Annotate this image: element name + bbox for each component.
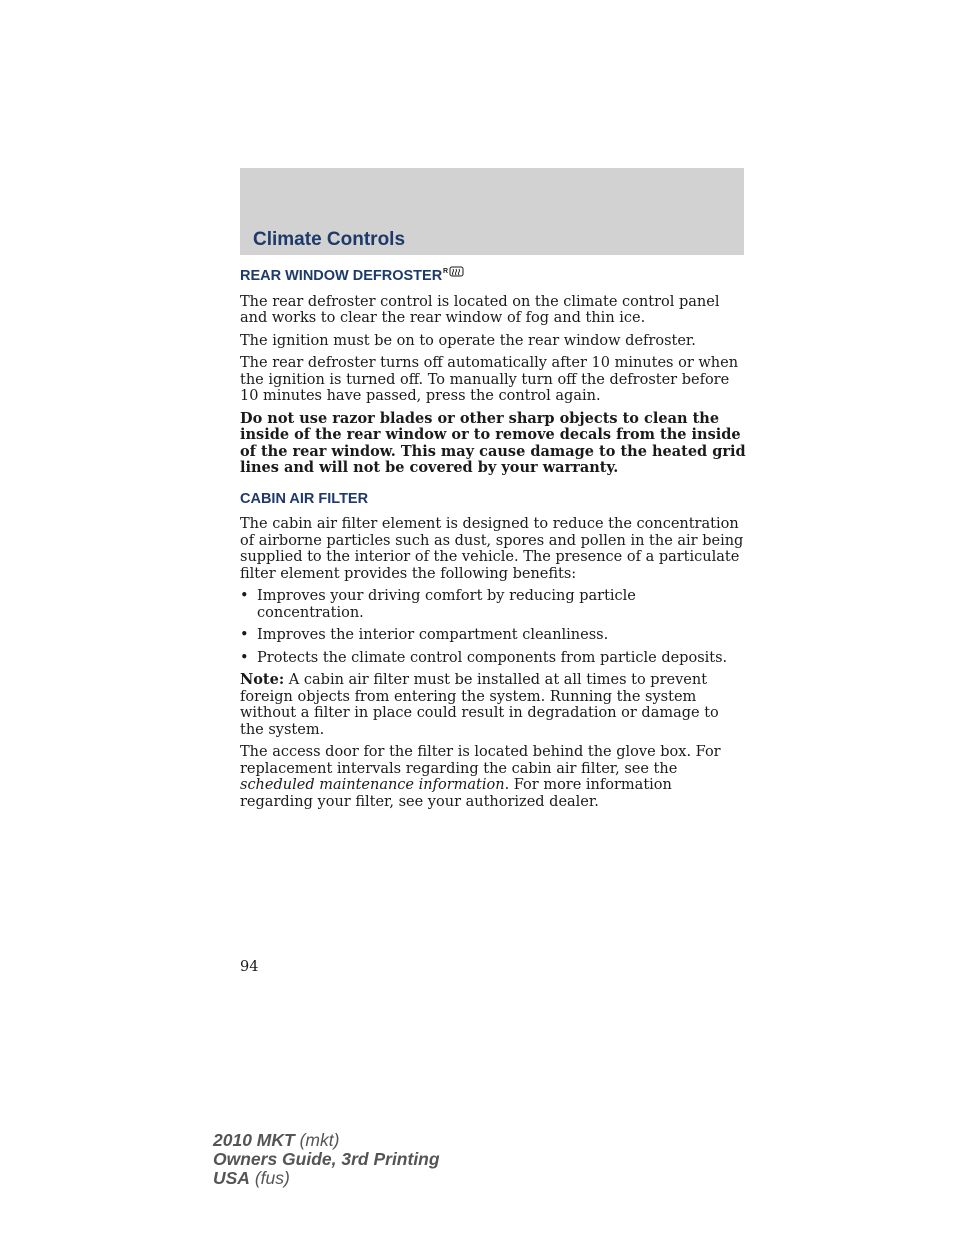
bullet-icon: •: [240, 588, 249, 604]
cabin-filter-intro: The cabin air filter element is designed to reduce the concentration of airborne particles such as dust, spores and pollen in the air being supplied to the interior of the vehicle. The presence of a particulate filter element provides the following benefits:: [240, 516, 744, 582]
access-text-2: . For more information regarding your filter, see your authorized dealer.: [240, 777, 672, 810]
bullet-icon: •: [240, 627, 249, 643]
footer-line-region: [213, 1169, 440, 1188]
section-title: Climate Controls: [253, 229, 406, 250]
heading-text: CABIN AIR FILTER: [240, 490, 369, 507]
list-item-text: Improves the interior compartment cleanliness.: [257, 627, 609, 643]
footer-region-code: (fus): [249, 1168, 290, 1188]
list-item: [240, 588, 746, 621]
list-item-text: Protects the climate control components from particle deposits.: [257, 649, 728, 666]
access-text-1: The access door for the filter is located behind the glove box. For replacement intervals regarding the cabin air filter, see the: [240, 744, 721, 777]
footer-region: USA: [213, 1168, 250, 1188]
rear-defrost-icon: [443, 265, 465, 281]
list-item: [240, 627, 746, 644]
cabin-filter-note: [240, 672, 746, 738]
note-text: A cabin air filter must be installed at all times to prevent foreign objects from entering the system. Running the system without a filter in place could result in degradation or damage to the system.: [240, 672, 719, 738]
footer-model: 2010 MKT: [213, 1130, 295, 1150]
cabin-filter-access: [240, 744, 746, 810]
footer-guide: Owners Guide, 3rd Printing: [213, 1149, 440, 1169]
section-header-band: [240, 168, 744, 255]
page-number: 94: [240, 959, 259, 975]
defroster-warning: Do not use razor blades or other sharp objects to clean the inside of the rear window or to remove decals from the inside of the rear window. This may cause damage to the heated grid lines and will not be covered by your warranty.: [240, 409, 746, 476]
heading-text: REAR WINDOW DEFROSTER: [240, 268, 443, 284]
list-item-text: Improves your driving comfort by reducing particle concentration.: [257, 588, 636, 621]
page-content: [240, 268, 746, 816]
rear-window-defroster-heading: [240, 268, 746, 285]
bullet-icon: •: [240, 649, 249, 666]
scheduled-maintenance-reference: scheduled maintenance information: [240, 777, 505, 793]
document-footer: [213, 1131, 440, 1188]
list-item: [240, 650, 746, 667]
rear-defrost-icon-letter: R: [443, 268, 449, 275]
defroster-paragraph-2: The ignition must be on to operate the rear window defroster.: [240, 332, 696, 349]
footer-model-code: (mkt): [294, 1130, 340, 1150]
defroster-paragraph-3: The rear defroster turns off automatically after 10 minutes or when the ignition is turned off. To manually turn off the defroster before 10 minutes have passed, press the control again.: [240, 355, 739, 404]
note-label: Note:: [240, 671, 285, 688]
defroster-paragraph-1: The rear defroster control is located on the climate control panel and works to clear the rear window of fog and thin ice.: [240, 293, 720, 326]
footer-line-model: [213, 1131, 440, 1150]
cabin-air-filter-heading: [240, 491, 746, 508]
benefits-list: [240, 588, 746, 666]
